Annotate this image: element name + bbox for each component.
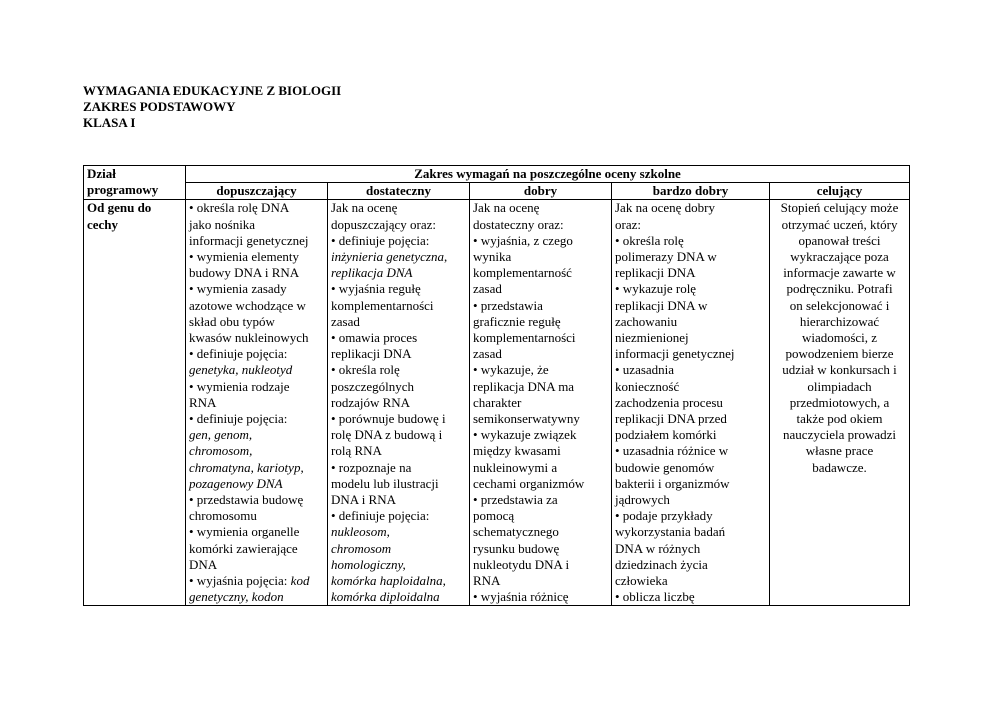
cell-line [189, 460, 324, 476]
grade-header-dostateczny: dostateczny [328, 183, 470, 200]
cell-line: zasad [473, 346, 502, 362]
cell-line: przedmiotowych, a [789, 394, 890, 410]
cell-line: nauczyciela prowadzi [783, 427, 896, 443]
cell-line: udział w konkursach i [782, 362, 897, 378]
cell-line: rysunku budowę [473, 540, 560, 556]
cell-line: pomocą [473, 508, 515, 524]
italic-term: komórka diploidalna [331, 589, 440, 605]
cell-line [189, 200, 324, 216]
cell-line: wykorzystania badań [615, 524, 726, 540]
cell-line [331, 541, 466, 557]
text-run: RNA [189, 394, 217, 410]
cell-line: cechami organizmów [473, 475, 585, 491]
cell-line: DNA w różnych [615, 540, 701, 556]
cell-line [189, 233, 324, 249]
cell-line: informacji genetycznej [615, 346, 735, 362]
cell-line [189, 573, 324, 589]
cell-line: podręczniku. Potrafi [786, 281, 893, 297]
cell-line [331, 265, 466, 281]
cell-line [189, 476, 324, 492]
italic-term: genetyczny, kodon [189, 589, 284, 605]
cell-line [189, 298, 324, 314]
grade-header-dopuszczajacy: dopuszczający [186, 183, 328, 200]
span-header: Zakres wymagań na poszczególne oceny szkolne [186, 166, 910, 183]
cell-line: oraz: [615, 216, 641, 232]
text-run: • definiuje pojęcia: [331, 232, 430, 248]
cell-line: konieczność [615, 378, 680, 394]
text-run: • wymienia zasady [189, 281, 287, 297]
cell-line [331, 476, 466, 492]
cell-line: dostateczny oraz: [473, 216, 564, 232]
text-run: • rozpoznaje na [331, 459, 412, 475]
cell-line: nukleinowymi a [473, 459, 558, 475]
cell-line: inżynieria genetyczna, [331, 249, 448, 265]
table-header-row-2 [84, 183, 910, 200]
italic-term: gen, genom, [189, 427, 253, 443]
cell-line: nukleotydu DNA i [473, 556, 570, 572]
cell-dobry [470, 200, 612, 606]
cell-line: charakter [473, 394, 522, 410]
cell-line: otrzymać uczeń, który [781, 216, 898, 232]
cell-line: bakterii i organizmów [615, 475, 730, 491]
cell-dopuszczajacy [186, 200, 328, 606]
cell-line [189, 443, 324, 459]
cell-line [189, 330, 324, 346]
text-run: • definiuje pojęcia: [331, 508, 430, 524]
cell-line: olimpiadach [807, 378, 872, 394]
italic-term: nukleosom, [331, 524, 390, 540]
cell-line [331, 411, 466, 427]
cell-line [331, 314, 466, 330]
table-row [84, 200, 910, 606]
cell-line: • określa rolę [615, 232, 684, 248]
cell-line [331, 492, 466, 508]
grade-header-dobry: dobry [470, 183, 612, 200]
header-scope: ZAKRES PODSTAWOWY [83, 99, 236, 114]
text-run: rolę DNA z budową i [331, 427, 443, 443]
dzial-header-line2: programowy [87, 182, 159, 198]
cell-line: • podaje przykłady [615, 508, 713, 524]
cell-line: RNA [473, 573, 501, 589]
cell-line [331, 346, 466, 362]
text-run: • wymienia rodzaje [189, 378, 290, 394]
cell-line: Jak na ocenę dobry [615, 200, 715, 216]
cell-line [189, 346, 324, 362]
text-run: dopuszczający oraz: [331, 216, 437, 232]
italic-term: komórka haploidalna, [331, 573, 446, 589]
cell-line [189, 217, 324, 233]
header-title: WYMAGANIA EDUKACYJNE Z BIOLOGII [83, 83, 342, 98]
text-run: • przedstawia budowę [189, 492, 304, 508]
cell-line [331, 557, 466, 573]
cell-line: niezmienionej [615, 330, 689, 346]
text-run: rodzajów RNA [331, 394, 411, 410]
italic-term: chromatyna, kariotyp, [189, 459, 304, 475]
text-run: jako nośnika [189, 216, 256, 232]
cell-line: także pod okiem [796, 411, 883, 427]
text-run: • wymienia elementy [189, 249, 299, 265]
cell-line: człowieka [615, 573, 668, 589]
text-run: zasad [331, 313, 360, 329]
cell-line [189, 541, 324, 557]
cell-line: schematycznego [473, 524, 559, 540]
cell-line [189, 508, 324, 524]
text-run: replikacji DNA [331, 346, 412, 362]
cell-line [189, 249, 324, 265]
cell-line [189, 427, 324, 443]
cell-line: informacje zawarte w [783, 265, 896, 281]
text-run: • określa rolę [331, 362, 400, 378]
cell-line [189, 411, 324, 427]
cell-line [331, 379, 466, 395]
cell-line: • oblicza liczbę [615, 589, 695, 605]
cell-line: zasad [473, 281, 502, 297]
text-run: • porównuje budowę i [331, 411, 446, 427]
cell-line [331, 427, 466, 443]
cell-line: dziedzinach życia [615, 556, 708, 572]
cell-line: • przedstawia [473, 297, 543, 313]
cell-line: komplementarności [473, 330, 576, 346]
cell-line [331, 589, 466, 605]
cell-line: polimerazy DNA w [615, 249, 717, 265]
cell-line [189, 524, 324, 540]
cell-line [331, 362, 466, 378]
cell-line: wykraczające poza [790, 249, 889, 265]
cell-line [331, 443, 466, 459]
cell-line: replikacji DNA w [615, 297, 708, 313]
text-run: chromosomu [189, 508, 257, 524]
cell-line [189, 265, 324, 281]
text-run: skład obu typów [189, 313, 275, 329]
cell-line: replikacja DNA ma [473, 378, 575, 394]
cell-line [189, 379, 324, 395]
table-header-row-1 [84, 166, 910, 183]
cell-line: opanował treści [798, 232, 881, 248]
cell-line: Stopień celujący może [780, 200, 899, 216]
cell-dostateczny [328, 200, 470, 606]
cell-line: • wykazuje rolę [615, 281, 697, 297]
italic-term: chromosom [331, 540, 392, 556]
cell-line [331, 460, 466, 476]
cell-line: semikonserwatywny [473, 411, 580, 427]
cell-line: replikacji DNA przed [615, 411, 727, 427]
text-run: poszczególnych [331, 378, 415, 394]
cell-line: • wykazuje związek [473, 427, 577, 443]
cell-line: • uzasadnia [615, 362, 675, 378]
italic-term: chromosom, [189, 443, 253, 459]
cell-line: komplementarność [473, 265, 572, 281]
cell-line: własne prace [805, 443, 874, 459]
dzial-cell [84, 200, 186, 606]
requirements-table [83, 165, 910, 606]
cell-line [189, 589, 324, 605]
cell-line [189, 492, 324, 508]
header-class: KLASA I [83, 115, 136, 130]
cell-line [331, 298, 466, 314]
italic-term: homologiczny, [331, 556, 406, 572]
cell-line [331, 395, 466, 411]
cell-line: badawcze. [812, 459, 867, 475]
text-run: budowy DNA i RNA [189, 265, 300, 281]
text-run: azotowe wchodzące w [189, 297, 306, 313]
cell-line [331, 200, 466, 216]
dzial-header-line1: Dział [87, 166, 116, 181]
cell-line [331, 524, 466, 540]
cell-line: graficznie regułę [473, 313, 561, 329]
italic-term: inżynieria genetyczna [331, 249, 444, 265]
text-run: kwasów nukleinowych [189, 330, 309, 346]
text-run: • definiuje pojęcia: [189, 346, 288, 362]
cell-line: • przedstawia za [473, 492, 558, 508]
text-run: • omawia proces [331, 330, 418, 346]
italic-term: genetyka, nukleotyd [189, 362, 293, 378]
text-run: rolą RNA [331, 443, 382, 459]
cell-line: hierarchizować [799, 313, 880, 329]
italic-term: kod [290, 573, 310, 589]
text-run: DNA [189, 556, 218, 572]
cell-line [331, 233, 466, 249]
dzial-line1: Od genu do [87, 200, 152, 216]
cell-line [331, 508, 466, 524]
cell-line: wiadomości, z [801, 330, 878, 346]
cell-line: • wyjaśnia różnicę [473, 589, 569, 605]
text-run: informacji genetycznej [189, 232, 309, 248]
text-run: DNA i RNA [331, 492, 397, 508]
cell-line: on selekcjonować i [789, 297, 890, 313]
text-run: Jak na ocenę [331, 200, 398, 216]
cell-line [189, 395, 324, 411]
cell-line: zachowaniu [615, 313, 678, 329]
italic-term: replikacja DNA [331, 265, 413, 281]
cell-line [189, 557, 324, 573]
cell-line: podziałem komórki [615, 427, 717, 443]
dzial-line2: cechy [87, 216, 119, 232]
cell-line: • wykazuje, że [473, 362, 549, 378]
text-run: • wyjaśnia regułę [331, 281, 421, 297]
text-run: • wyjaśnia pojęcia: [189, 573, 291, 589]
cell-line: jądrowych [615, 492, 670, 508]
text-run: komplementarności [331, 297, 434, 313]
cell-line: zachodzenia procesu [615, 394, 723, 410]
cell-line: • uzasadnia różnice w [615, 443, 729, 459]
cell-line: wynika [473, 249, 512, 265]
text-run: modelu lub ilustracji [331, 475, 439, 491]
text-run: • określa rolę DNA [189, 200, 290, 216]
italic-term: pozagenowy DNA [189, 475, 283, 491]
text-run: • wymienia organelle [189, 524, 300, 540]
grade-header-celujacy: celujący [770, 183, 910, 200]
cell-line [331, 281, 466, 297]
cell-line [189, 314, 324, 330]
document-header [83, 83, 341, 131]
cell-line: powodzeniem bierze [785, 346, 894, 362]
cell-celujacy [770, 200, 910, 606]
grade-header-bardzo-dobry: bardzo dobry [612, 183, 770, 200]
cell-bardzo-dobry [612, 200, 770, 606]
cell-line: między kwasami [473, 443, 561, 459]
text-run: komórki zawierające [189, 540, 298, 556]
cell-line: replikacji DNA [615, 265, 696, 281]
cell-line [331, 217, 466, 233]
dzial-header [84, 166, 186, 200]
cell-line [189, 362, 324, 378]
cell-line: budowie genomów [615, 459, 715, 475]
cell-line: • wyjaśnia, z czego [473, 232, 573, 248]
cell-line [331, 573, 466, 589]
text-run: • definiuje pojęcia: [189, 411, 288, 427]
cell-line [331, 330, 466, 346]
cell-line: Jak na ocenę [473, 200, 540, 216]
cell-line [189, 281, 324, 297]
